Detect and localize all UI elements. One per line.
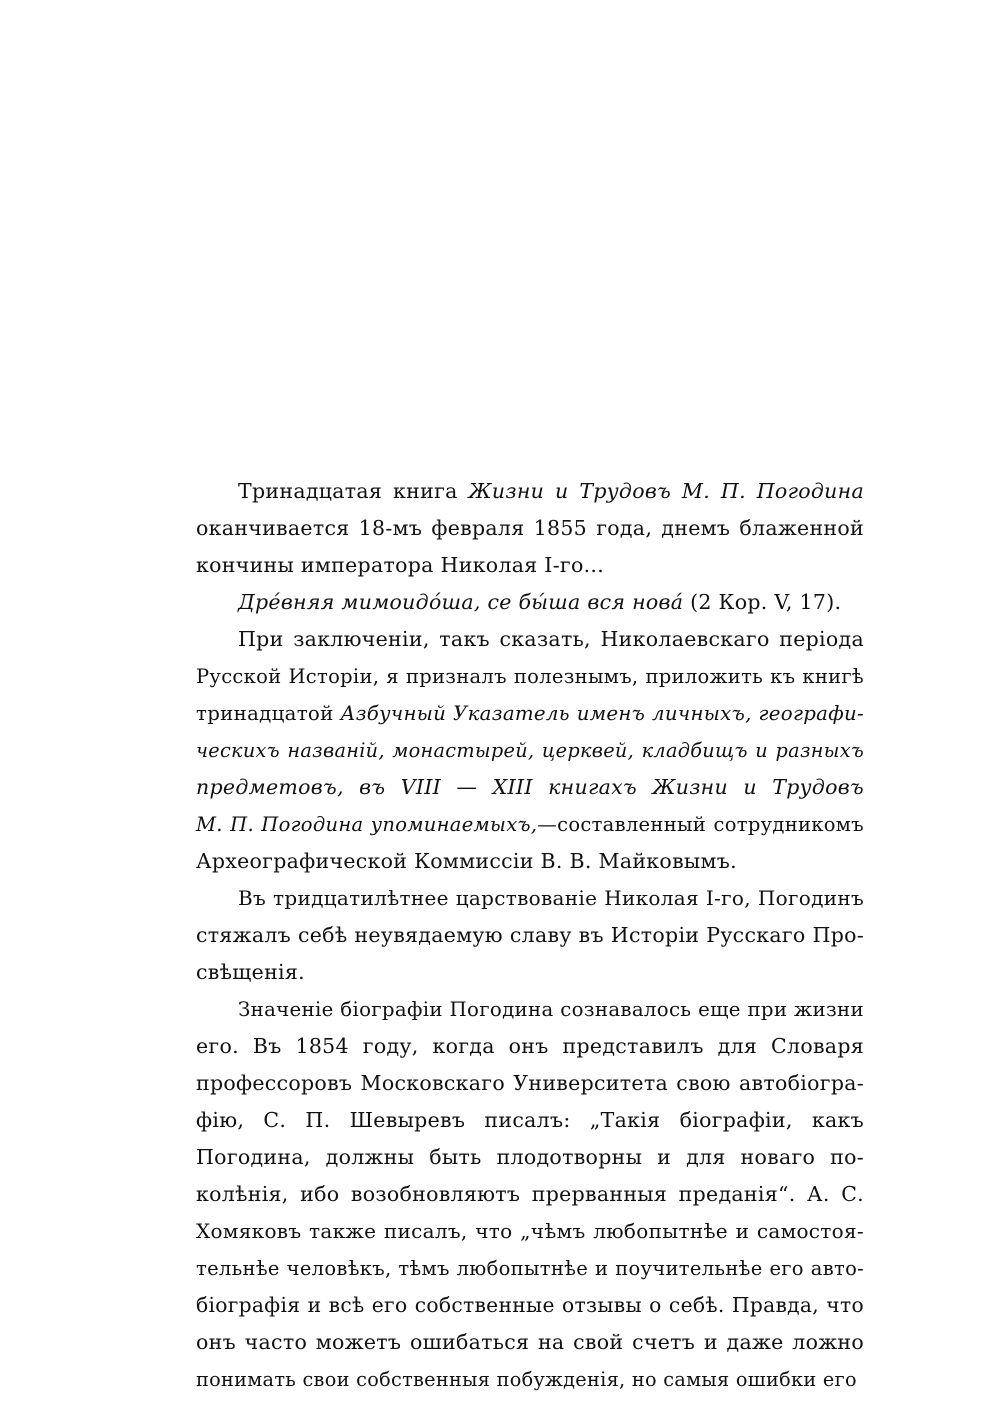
text-run: біографія и всѣ его собственные отзывы о себѣ. Правда, что [196,1293,864,1317]
text-run: Русской Исторіи, я призналъ полезнымъ, приложить къ книгѣ [196,665,864,688]
text-line [196,1361,864,1398]
text-run: стяжалъ себѣ неувядаемую славу въ Исторіи Русскаго Про- [196,923,864,947]
text-line [196,584,864,621]
paragraph [196,880,864,991]
text-line [196,880,864,917]
body-text [196,473,864,1398]
italic-run: Азбучный Указатель именъ личныхъ, географи- [340,702,864,725]
text-run: Въ тридцатилѣтнее царствованіе Николая I-го, Погодинъ [238,886,864,910]
text-line [196,1139,864,1176]
paragraph [196,584,864,621]
text-line [196,1176,864,1213]
text-run: Археографической Коммиссіи В. В. Майковымъ. [196,849,737,873]
text-line [196,806,864,843]
italic-run: Дрéвняя мимоидóша, се бы́ша вся нова́ [238,590,684,614]
text-line [196,954,864,991]
text-line [196,769,864,806]
text-line [196,1065,864,1102]
italic-run: ческихъ названій, монастырей, церквей, кладбищъ и разныхъ [196,739,864,762]
text-line [196,1287,864,1324]
text-line [196,695,864,732]
text-line [196,473,864,510]
text-run: колѣнія, ибо возобновляютъ прерванныя преданія“. А. С. [196,1182,864,1206]
text-run: Погодина, должны быть плодотворны и для новаго по- [196,1145,864,1169]
text-run: понимать свои собственныя побужденія, но самыя ошибки его [196,1368,857,1391]
text-line [196,547,864,584]
text-run: онъ часто можетъ ошибаться на свой счетъ и даже ложно [196,1330,864,1354]
text-line [196,1250,864,1287]
paragraph [196,621,864,880]
text-run: Значеніе біографіи Погодина сознавалось еще при жизни [238,998,864,1021]
text-run: его. Въ 1854 году, когда онъ представилъ для Словаря [196,1034,864,1058]
text-run: свѣщенія. [196,960,305,984]
paragraph [196,991,864,1398]
text-run: тринадцатой [196,702,341,725]
text-run: —составленный сотрудникомъ [537,813,864,836]
text-line [196,1102,864,1139]
italic-run: Жизни и Трудовъ М. П. Погодина [468,479,864,503]
text-run: оканчивается 18-мъ февраля 1855 года, днемъ блаженной [196,516,864,540]
text-line [196,843,864,880]
text-run: Хомяковъ также писалъ, что „чѣмъ любопытнѣе и самостоя- [196,1219,864,1243]
text-run: тельнѣе человѣкъ, тѣмъ любопытнѣе и поучительнѣе его авто- [196,1257,864,1280]
text-run: профессоровъ Московскаго Университета свою автобіогра- [196,1071,864,1095]
text-run: Тринадцатая книга [238,479,469,503]
italic-run: М. П. Погодина упоминаемыхъ, [196,813,538,836]
text-line [196,658,864,695]
text-run: (2 Кор. V, 17). [683,590,842,614]
text-line [196,621,864,658]
text-line [196,510,864,547]
paragraph [196,473,864,584]
text-line [196,732,864,769]
text-run: При заключеніи, такъ сказать, Николаевскаго періода [238,627,864,651]
text-run: фію, С. П. Шевыревъ писалъ: „Такія біографіи, какъ [196,1108,864,1132]
text-run: кончины императора Николая I-го... [196,553,605,577]
text-line [196,1028,864,1065]
italic-run: предметовъ, въ VIII — XIII книгахъ Жизни и Трудовъ [196,775,864,799]
text-line [196,917,864,954]
text-line [196,1324,864,1361]
text-line [196,991,864,1028]
text-line [196,1213,864,1250]
